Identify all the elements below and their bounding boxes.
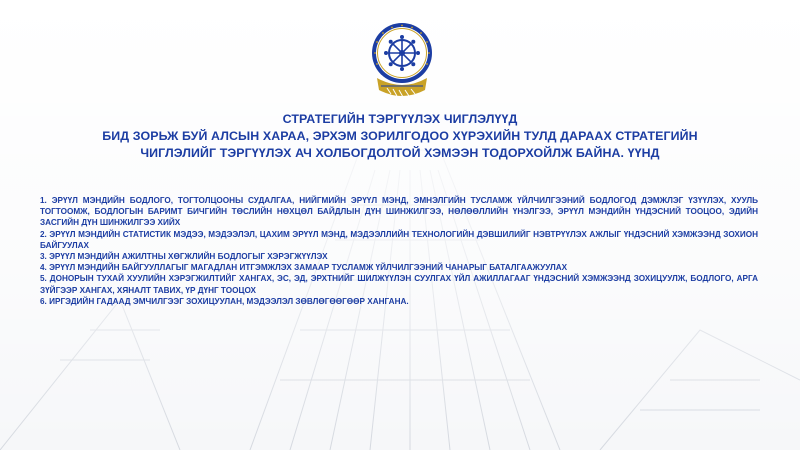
list-item: 5. ДОНОРЫН ТУХАЙ ХУУЛИЙН ХЭРЭГЖИЛТИЙГ ХАНГАХ, ЭС, ЭД, ЭРХТНИЙГ ШИЛЖҮҮЛЭН СУУЛГАХ ҮЙЛ АЖИЛЛАГААГ ҮНДЭСНИЙ ХЭМЖЭЭНД ЗОХИЦУУЛЖ, БОДЛОГО, АРГА ЗҮЙГЭЭР ХАНГАХ, ХЯНАЛТ ТАВИХ, ҮР ДҮНГ ТООЦОХ	[40, 274, 758, 295]
title-line-2: БИД ЗОРЬЖ БУЙ АЛСЫН ХАРАА, ЭРХЭМ ЗОРИЛГОДОО ХҮРЭХИЙН ТУЛД ДАРААХ СТРАТЕГИЙН	[102, 129, 698, 143]
title-line-1: СТРАТЕГИЙН ТЭРГҮҮЛЭХ ЧИГЛЭЛҮҮД	[282, 112, 518, 126]
list-item: 6. ИРГЭДИЙН ГАДААД ЭМЧИЛГЭЭГ ЗОХИЦУУЛАН, МЭДЭЭЛЭЛ ЗӨВЛӨГӨӨГӨӨР ХАНГАНА.	[40, 296, 409, 306]
page-title	[0, 111, 800, 162]
dharma-wheel-emblem-logo	[369, 20, 435, 106]
list-item: 4. ЭРҮҮЛ МЭНДИЙН БАЙГУУЛЛАГЫГ МАГАДЛАН ИТГЭМЖЛЭХ ЗАМААР ТУСЛАМЖ ҮЙЛЧИЛГЭЭНИЙ ЧАНАРЫГ БАТАЛГААЖУУЛАХ	[40, 263, 568, 273]
strategy-list	[40, 195, 758, 307]
list-item: 3. ЭРҮҮЛ МЭНДИЙН АЖИЛТНЫ ХӨГЖЛИЙН БОДЛОГЫГ ХЭРЭГЖҮҮЛЭХ	[40, 252, 328, 262]
title-line-3: ЧИГЛЭЛИЙГ ТЭРГҮҮЛЭХ АЧ ХОЛБОГДОЛТОЙ ХЭМЭЭН ТОДОРХОЙЛЖ БАЙНА. ҮҮНД	[140, 146, 660, 160]
list-item: 2. ЭРҮҮЛ МЭНДИЙН СТАТИСТИК МЭДЭЭ, МЭДЭЭЛЭЛ, ЦАХИМ ЭРҮҮЛ МЭНД, МЭДЭЭЛЛИЙН ТЕХНОЛОГИЙН ДЭВШИЛИЙГ НЭВТРҮҮЛЭХ АЖЛЫГ ҮНДЭСНИЙ ХЭМЖЭЭНД ЗОХИОН БАЙГУУЛАХ	[40, 229, 758, 250]
list-item: 1. ЭРҮҮЛ МЭНДИЙН БОДЛОГО, ТОГТОЛЦООНЫ СУДАЛГАА, НИЙГМИЙН ЭРҮҮЛ МЭНД, ЭМНЭЛГИЙН ТУСЛАМЖ ҮЙЛЧИЛГЭЭНИЙ БОДЛОГОД ДЭМЖЛЭГ ҮЗҮҮЛЭХ, ХУУЛЬ ТОГТООМЖ, БОДЛОГЫН БАРИМТ БИЧГИЙН ТӨСЛИЙН НӨХЦӨЛ БАЙДЛЫН ДҮН ШИНЖИЛГЭЭ, НӨЛӨӨЛЛИЙН ҮНЭЛГЭЭ, ЭРҮҮЛ МЭНДИЙН ҮНДЭСНИЙ ТООЦОО, ЭДИЙН ЗАСГИЙН ДҮН ШИНЖИЛГЭЭ ХИЙХ	[40, 196, 758, 228]
